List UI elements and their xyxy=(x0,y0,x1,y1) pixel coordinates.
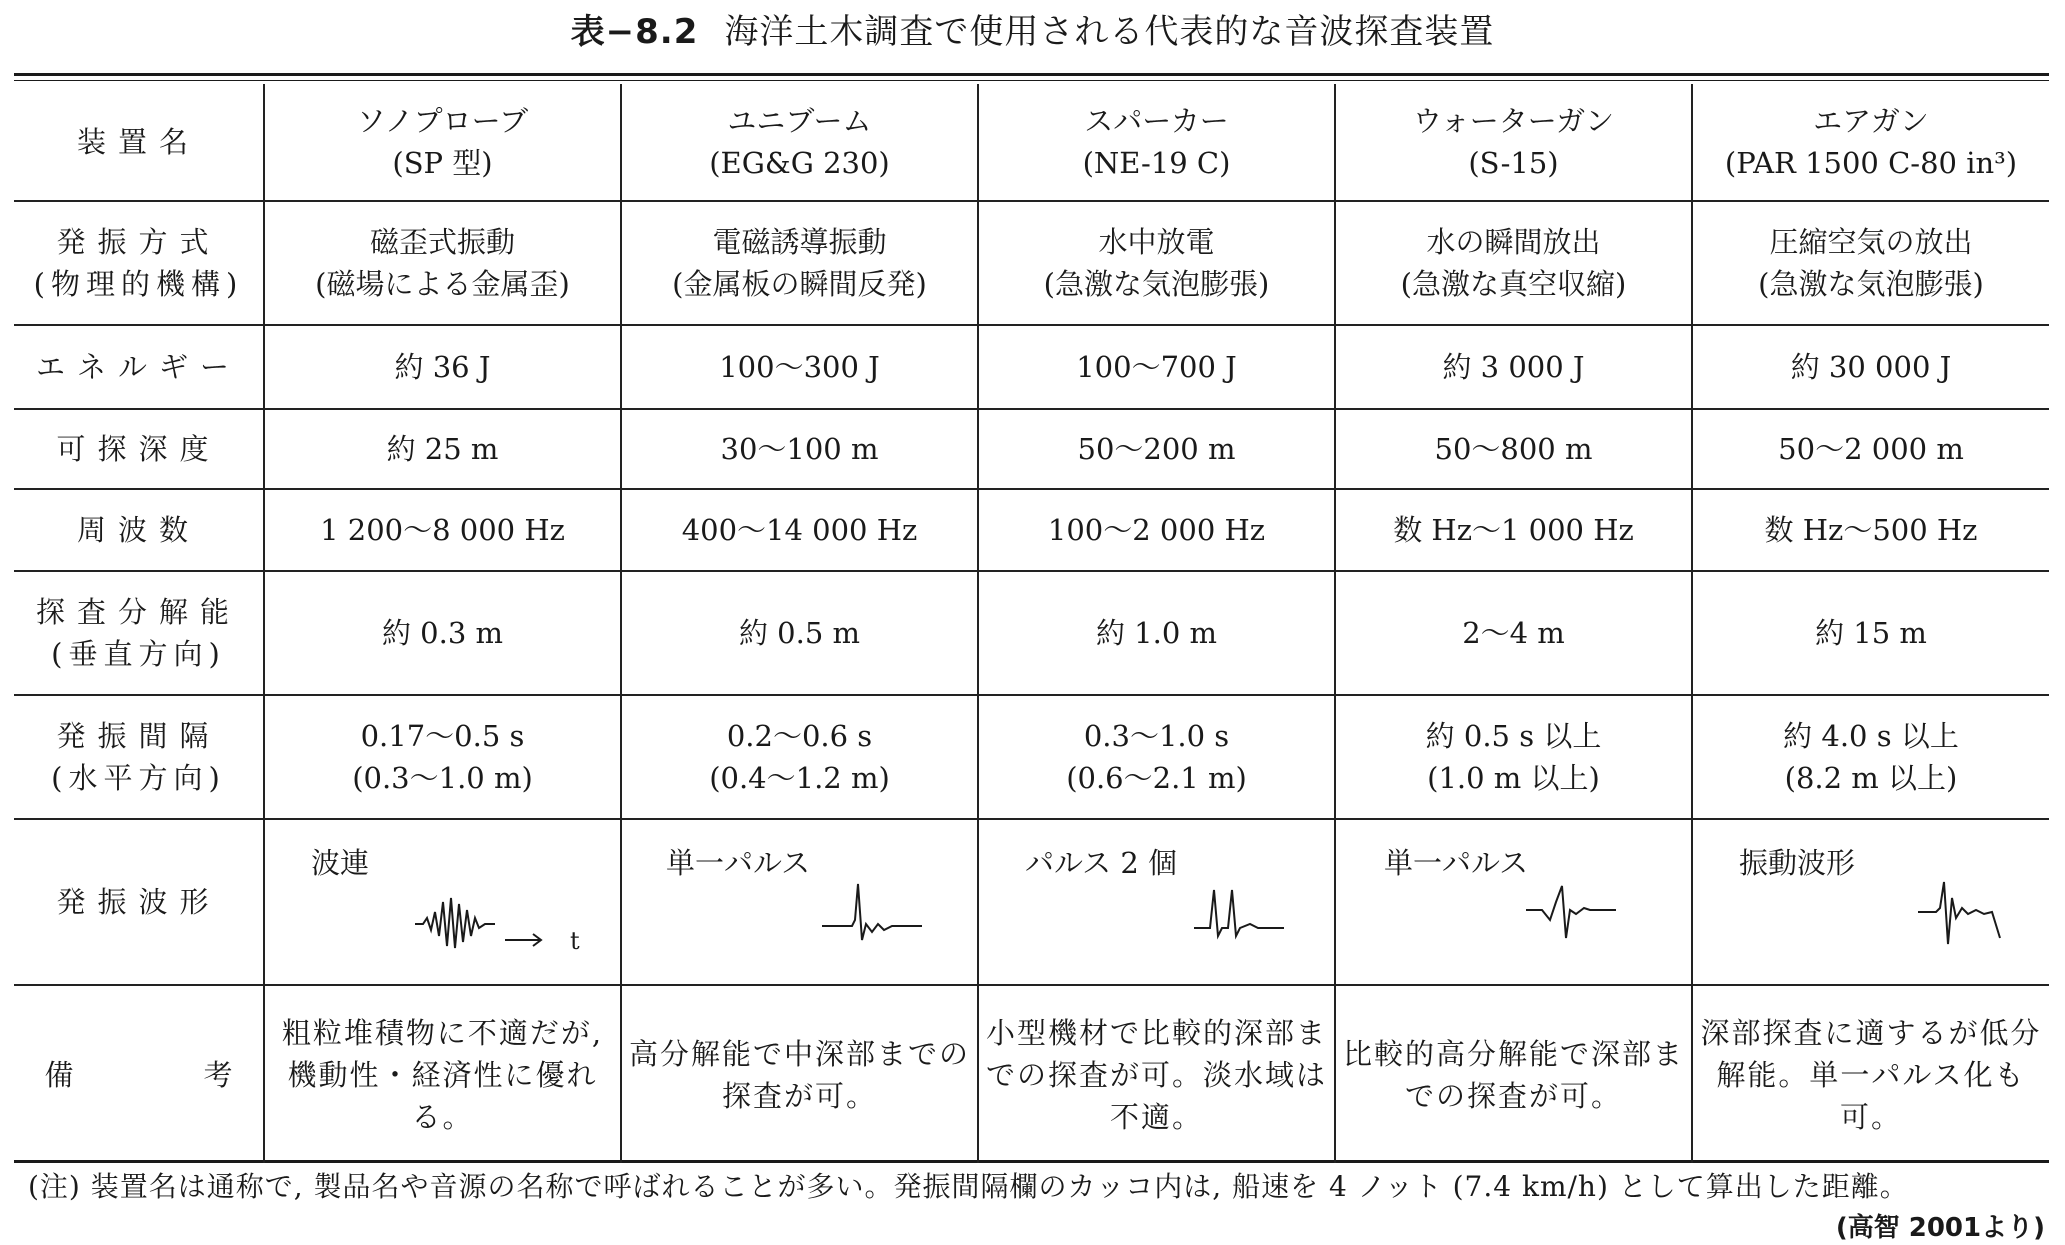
method-cell: 水中放電 (急激な気泡膨張) xyxy=(978,201,1335,325)
waveform-label-text: 単一パルス xyxy=(666,846,811,880)
interval-cell: 約 0.5 s 以上 (1.0 m 以上) xyxy=(1335,695,1692,819)
interval-row xyxy=(14,695,2049,819)
depth-row xyxy=(14,409,2049,489)
remark-cell: 高分解能で中深部までの 探査が可。 xyxy=(621,985,978,1163)
wave-train-icon xyxy=(415,888,585,958)
resolution-cell: 約 15 m xyxy=(1692,571,2049,695)
method-cell: 電磁誘導振動 (金属板の瞬間反発) xyxy=(621,201,978,325)
frequency-cell: 400〜14 000 Hz xyxy=(621,489,978,571)
device-header xyxy=(621,84,978,201)
waveform-cell xyxy=(978,819,1335,985)
remarks-label: 備 考 xyxy=(14,985,264,1163)
waveform-cell xyxy=(264,819,621,985)
single-pulse-icon xyxy=(822,880,932,950)
depth-cell: 30〜100 m xyxy=(621,409,978,489)
waveform-cell xyxy=(1692,819,2049,985)
device-name: ウォーターガン xyxy=(1412,104,1615,138)
device-model: (S-15) xyxy=(1468,146,1559,180)
interval-label: 発振間隔 (水平方向) xyxy=(14,695,264,819)
waveform-label-text: 単一パルス xyxy=(1384,846,1529,880)
method-cell: 圧縮空気の放出 (急激な気泡膨張) xyxy=(1692,201,2049,325)
device-model: (PAR 1500 C-80 in³) xyxy=(1724,146,2018,180)
waveform-label-text: パルス 2 個 xyxy=(1025,846,1178,880)
energy-cell: 約 3 000 J xyxy=(1335,325,1692,409)
depth-cell: 50〜2 000 m xyxy=(1692,409,2049,489)
table-number: 表−8.2 xyxy=(570,12,699,52)
interval-cell: 0.2〜0.6 s (0.4〜1.2 m) xyxy=(621,695,978,819)
remark-cell: 比較的高分解能で深部ま での探査が可。 xyxy=(1335,985,1692,1163)
depth-label: 可探深度 xyxy=(14,409,264,489)
remark-cell: 深部探査に適するが低分 解能。単一パルス化も 可。 xyxy=(1692,985,2049,1163)
footnote: (注) 装置名は通称で, 製品名や音源の名称で呼ばれることが多い。発振間隔欄のカッコ内は, 船速を 4 ノット (7.4 km/h) として算出した距離。 xyxy=(28,1170,1909,1203)
remark-cell: 粗粒堆積物に不適だが, 機動性・経済性に優れ る。 xyxy=(264,985,621,1163)
energy-row xyxy=(14,325,2049,409)
waveform-label-text: 振動波形 xyxy=(1739,846,1856,880)
table-title xyxy=(0,4,2065,53)
method-row xyxy=(14,201,2049,325)
device-model: (EG&G 230) xyxy=(709,146,890,180)
method-cell: 水の瞬間放出 (急激な真空収縮) xyxy=(1335,201,1692,325)
double-pulse-icon xyxy=(1194,880,1294,950)
device-name: エアガン xyxy=(1813,104,1929,138)
device-name: スパーカー xyxy=(1084,104,1229,138)
device-header xyxy=(978,84,1335,201)
energy-label: エネルギー xyxy=(14,325,264,409)
depth-cell: 50〜200 m xyxy=(978,409,1335,489)
waveform-cell xyxy=(621,819,978,985)
device-header xyxy=(1335,84,1692,201)
waveform-cell xyxy=(1335,819,1692,985)
time-axis-label: t xyxy=(570,927,580,955)
oscillating-waveform-icon xyxy=(1918,878,2018,958)
frequency-row xyxy=(14,489,2049,571)
header-label: 装置名 xyxy=(14,84,264,201)
device-header xyxy=(264,84,621,201)
energy-cell: 約 30 000 J xyxy=(1692,325,2049,409)
waveform-label: 発振波形 xyxy=(14,819,264,985)
interval-cell: 約 4.0 s 以上 (8.2 m 以上) xyxy=(1692,695,2049,819)
top-rule-thin xyxy=(14,80,2049,81)
energy-cell: 100〜300 J xyxy=(621,325,978,409)
table-title-text: 海洋土木調査で使用される代表的な音波探査装置 xyxy=(724,12,1495,52)
frequency-cell: 100〜2 000 Hz xyxy=(978,489,1335,571)
waveform-row xyxy=(14,819,2049,985)
method-label: 発振方式 (物理的機構) xyxy=(14,201,264,325)
source-citation: (高智 2001より) xyxy=(1835,1213,2045,1243)
frequency-cell: 数 Hz〜500 Hz xyxy=(1692,489,2049,571)
interval-cell: 0.3〜1.0 s (0.6〜2.1 m) xyxy=(978,695,1335,819)
resolution-cell: 2〜4 m xyxy=(1335,571,1692,695)
frequency-label: 周波数 xyxy=(14,489,264,571)
header-row xyxy=(14,84,2049,201)
top-rule xyxy=(14,73,2049,76)
energy-cell: 100〜700 J xyxy=(978,325,1335,409)
resolution-cell: 約 0.5 m xyxy=(621,571,978,695)
device-name: ソノプローブ xyxy=(356,104,529,138)
device-model: (SP 型) xyxy=(392,146,493,180)
remarks-row xyxy=(14,985,2049,1163)
device-name: ユニブーム xyxy=(727,104,872,138)
resolution-cell: 約 1.0 m xyxy=(978,571,1335,695)
spec-table xyxy=(14,84,2049,1163)
resolution-cell: 約 0.3 m xyxy=(264,571,621,695)
waveform-label-text: 波連 xyxy=(311,846,370,880)
depth-cell: 約 25 m xyxy=(264,409,621,489)
energy-cell: 約 36 J xyxy=(264,325,621,409)
remark-cell: 小型機材で比較的深部ま での探査が可。淡水域は 不適。 xyxy=(978,985,1335,1163)
depth-cell: 50〜800 m xyxy=(1335,409,1692,489)
resolution-label: 探査分解能 (垂直方向) xyxy=(14,571,264,695)
frequency-cell: 1 200〜8 000 Hz xyxy=(264,489,621,571)
interval-cell: 0.17〜0.5 s (0.3〜1.0 m) xyxy=(264,695,621,819)
single-pulse-icon xyxy=(1526,880,1626,950)
resolution-row xyxy=(14,571,2049,695)
device-model: (NE-19 C) xyxy=(1082,146,1231,180)
frequency-cell: 数 Hz〜1 000 Hz xyxy=(1335,489,1692,571)
method-cell: 磁歪式振動 (磁場による金属歪) xyxy=(264,201,621,325)
device-header xyxy=(1692,84,2049,201)
